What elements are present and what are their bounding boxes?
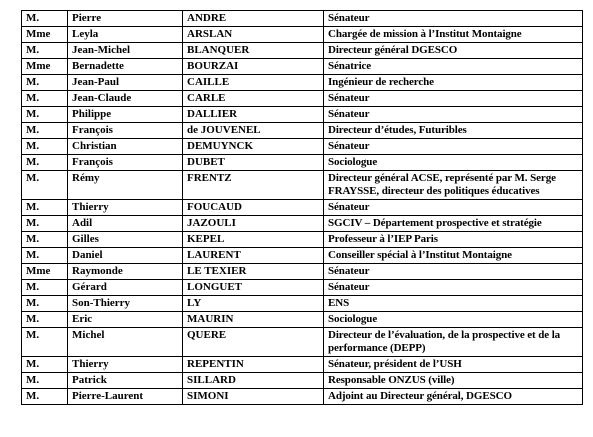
first-name-cell: Jean-Claude [68, 91, 183, 107]
table-row [22, 232, 583, 248]
role-cell: Sénateur [324, 107, 583, 123]
first-name-cell: Patrick [68, 373, 183, 389]
role-cell: SGCIV – Département prospective et stratégie [324, 216, 583, 232]
civility-cell: M. [22, 155, 68, 171]
table-row [22, 264, 583, 280]
last-name-cell: LAURENT [183, 248, 324, 264]
role-cell: Professeur à l’IEP Paris [324, 232, 583, 248]
table-row [22, 107, 583, 123]
civility-cell: M. [22, 296, 68, 312]
table-row [22, 59, 583, 75]
table-row [22, 357, 583, 373]
table-row [22, 296, 583, 312]
first-name-cell: Gérard [68, 280, 183, 296]
role-cell: Responsable ONZUS (ville) [324, 373, 583, 389]
last-name-cell: DEMUYNCK [183, 139, 324, 155]
first-name-cell: Son-Thierry [68, 296, 183, 312]
first-name-cell: Thierry [68, 200, 183, 216]
last-name-cell: MAURIN [183, 312, 324, 328]
last-name-cell: SILLARD [183, 373, 324, 389]
role-cell: ENS [324, 296, 583, 312]
civility-cell: M. [22, 43, 68, 59]
first-name-cell: Adil [68, 216, 183, 232]
civility-cell: M. [22, 232, 68, 248]
role-cell: Adjoint au Directeur général, DGESCO [324, 389, 583, 405]
first-name-cell: Thierry [68, 357, 183, 373]
last-name-cell: BLANQUER [183, 43, 324, 59]
last-name-cell: LE TEXIER [183, 264, 324, 280]
role-cell: Chargée de mission à l’Institut Montaigne [324, 27, 583, 43]
first-name-cell: Philippe [68, 107, 183, 123]
role-cell: Sociologue [324, 312, 583, 328]
civility-cell: Mme [22, 264, 68, 280]
attendees-table-body [22, 11, 583, 405]
table-row [22, 171, 583, 200]
table-row [22, 389, 583, 405]
role-cell: Directeur d’études, Futuribles [324, 123, 583, 139]
attendees-table [21, 10, 583, 405]
role-cell: Sénatrice [324, 59, 583, 75]
last-name-cell: ANDRE [183, 11, 324, 27]
table-row [22, 123, 583, 139]
civility-cell: Mme [22, 59, 68, 75]
civility-cell: M. [22, 171, 68, 200]
first-name-cell: Raymonde [68, 264, 183, 280]
role-cell: Ingénieur de recherche [324, 75, 583, 91]
table-row [22, 43, 583, 59]
first-name-cell: François [68, 123, 183, 139]
role-cell: Sénateur [324, 200, 583, 216]
first-name-cell: Leyla [68, 27, 183, 43]
last-name-cell: KEPEL [183, 232, 324, 248]
civility-cell: M. [22, 389, 68, 405]
last-name-cell: ARSLAN [183, 27, 324, 43]
first-name-cell: Gilles [68, 232, 183, 248]
last-name-cell: DALLIER [183, 107, 324, 123]
last-name-cell: FRENTZ [183, 171, 324, 200]
first-name-cell: Pierre [68, 11, 183, 27]
first-name-cell: Bernadette [68, 59, 183, 75]
civility-cell: M. [22, 200, 68, 216]
first-name-cell: Rémy [68, 171, 183, 200]
table-row [22, 373, 583, 389]
civility-cell: M. [22, 357, 68, 373]
role-cell: Sénateur [324, 139, 583, 155]
last-name-cell: de JOUVENEL [183, 123, 324, 139]
role-cell: Sénateur, président de l’USH [324, 357, 583, 373]
last-name-cell: QUERE [183, 328, 324, 357]
first-name-cell: François [68, 155, 183, 171]
role-cell: Sénateur [324, 264, 583, 280]
first-name-cell: Michel [68, 328, 183, 357]
civility-cell: M. [22, 328, 68, 357]
civility-cell: M. [22, 91, 68, 107]
last-name-cell: LY [183, 296, 324, 312]
first-name-cell: Jean-Michel [68, 43, 183, 59]
civility-cell: Mme [22, 27, 68, 43]
table-row [22, 11, 583, 27]
role-cell: Directeur de l’évaluation, de la prospective et de la performance (DEPP) [324, 328, 583, 357]
last-name-cell: CARLE [183, 91, 324, 107]
first-name-cell: Pierre-Laurent [68, 389, 183, 405]
first-name-cell: Jean-Paul [68, 75, 183, 91]
table-row [22, 312, 583, 328]
civility-cell: M. [22, 139, 68, 155]
first-name-cell: Christian [68, 139, 183, 155]
last-name-cell: JAZOULI [183, 216, 324, 232]
civility-cell: M. [22, 280, 68, 296]
civility-cell: M. [22, 312, 68, 328]
role-cell: Directeur général ACSE, représenté par M. Serge FRAYSSE, directeur des politiques éducatives [324, 171, 583, 200]
table-row [22, 280, 583, 296]
table-row [22, 155, 583, 171]
last-name-cell: SIMONI [183, 389, 324, 405]
role-cell: Sénateur [324, 280, 583, 296]
last-name-cell: FOUCAUD [183, 200, 324, 216]
civility-cell: M. [22, 107, 68, 123]
last-name-cell: DUBET [183, 155, 324, 171]
civility-cell: M. [22, 75, 68, 91]
first-name-cell: Eric [68, 312, 183, 328]
role-cell: Sociologue [324, 155, 583, 171]
first-name-cell: Daniel [68, 248, 183, 264]
civility-cell: M. [22, 373, 68, 389]
table-row [22, 75, 583, 91]
last-name-cell: CAILLE [183, 75, 324, 91]
table-row [22, 200, 583, 216]
role-cell: Conseiller spécial à l’Institut Montaigne [324, 248, 583, 264]
table-row [22, 139, 583, 155]
last-name-cell: LONGUET [183, 280, 324, 296]
table-row [22, 328, 583, 357]
role-cell: Sénateur [324, 91, 583, 107]
civility-cell: M. [22, 123, 68, 139]
role-cell: Sénateur [324, 11, 583, 27]
table-row [22, 248, 583, 264]
last-name-cell: REPENTIN [183, 357, 324, 373]
civility-cell: M. [22, 11, 68, 27]
table-row [22, 91, 583, 107]
civility-cell: M. [22, 248, 68, 264]
table-row [22, 216, 583, 232]
last-name-cell: BOURZAI [183, 59, 324, 75]
role-cell: Directeur général DGESCO [324, 43, 583, 59]
civility-cell: M. [22, 216, 68, 232]
table-row [22, 27, 583, 43]
